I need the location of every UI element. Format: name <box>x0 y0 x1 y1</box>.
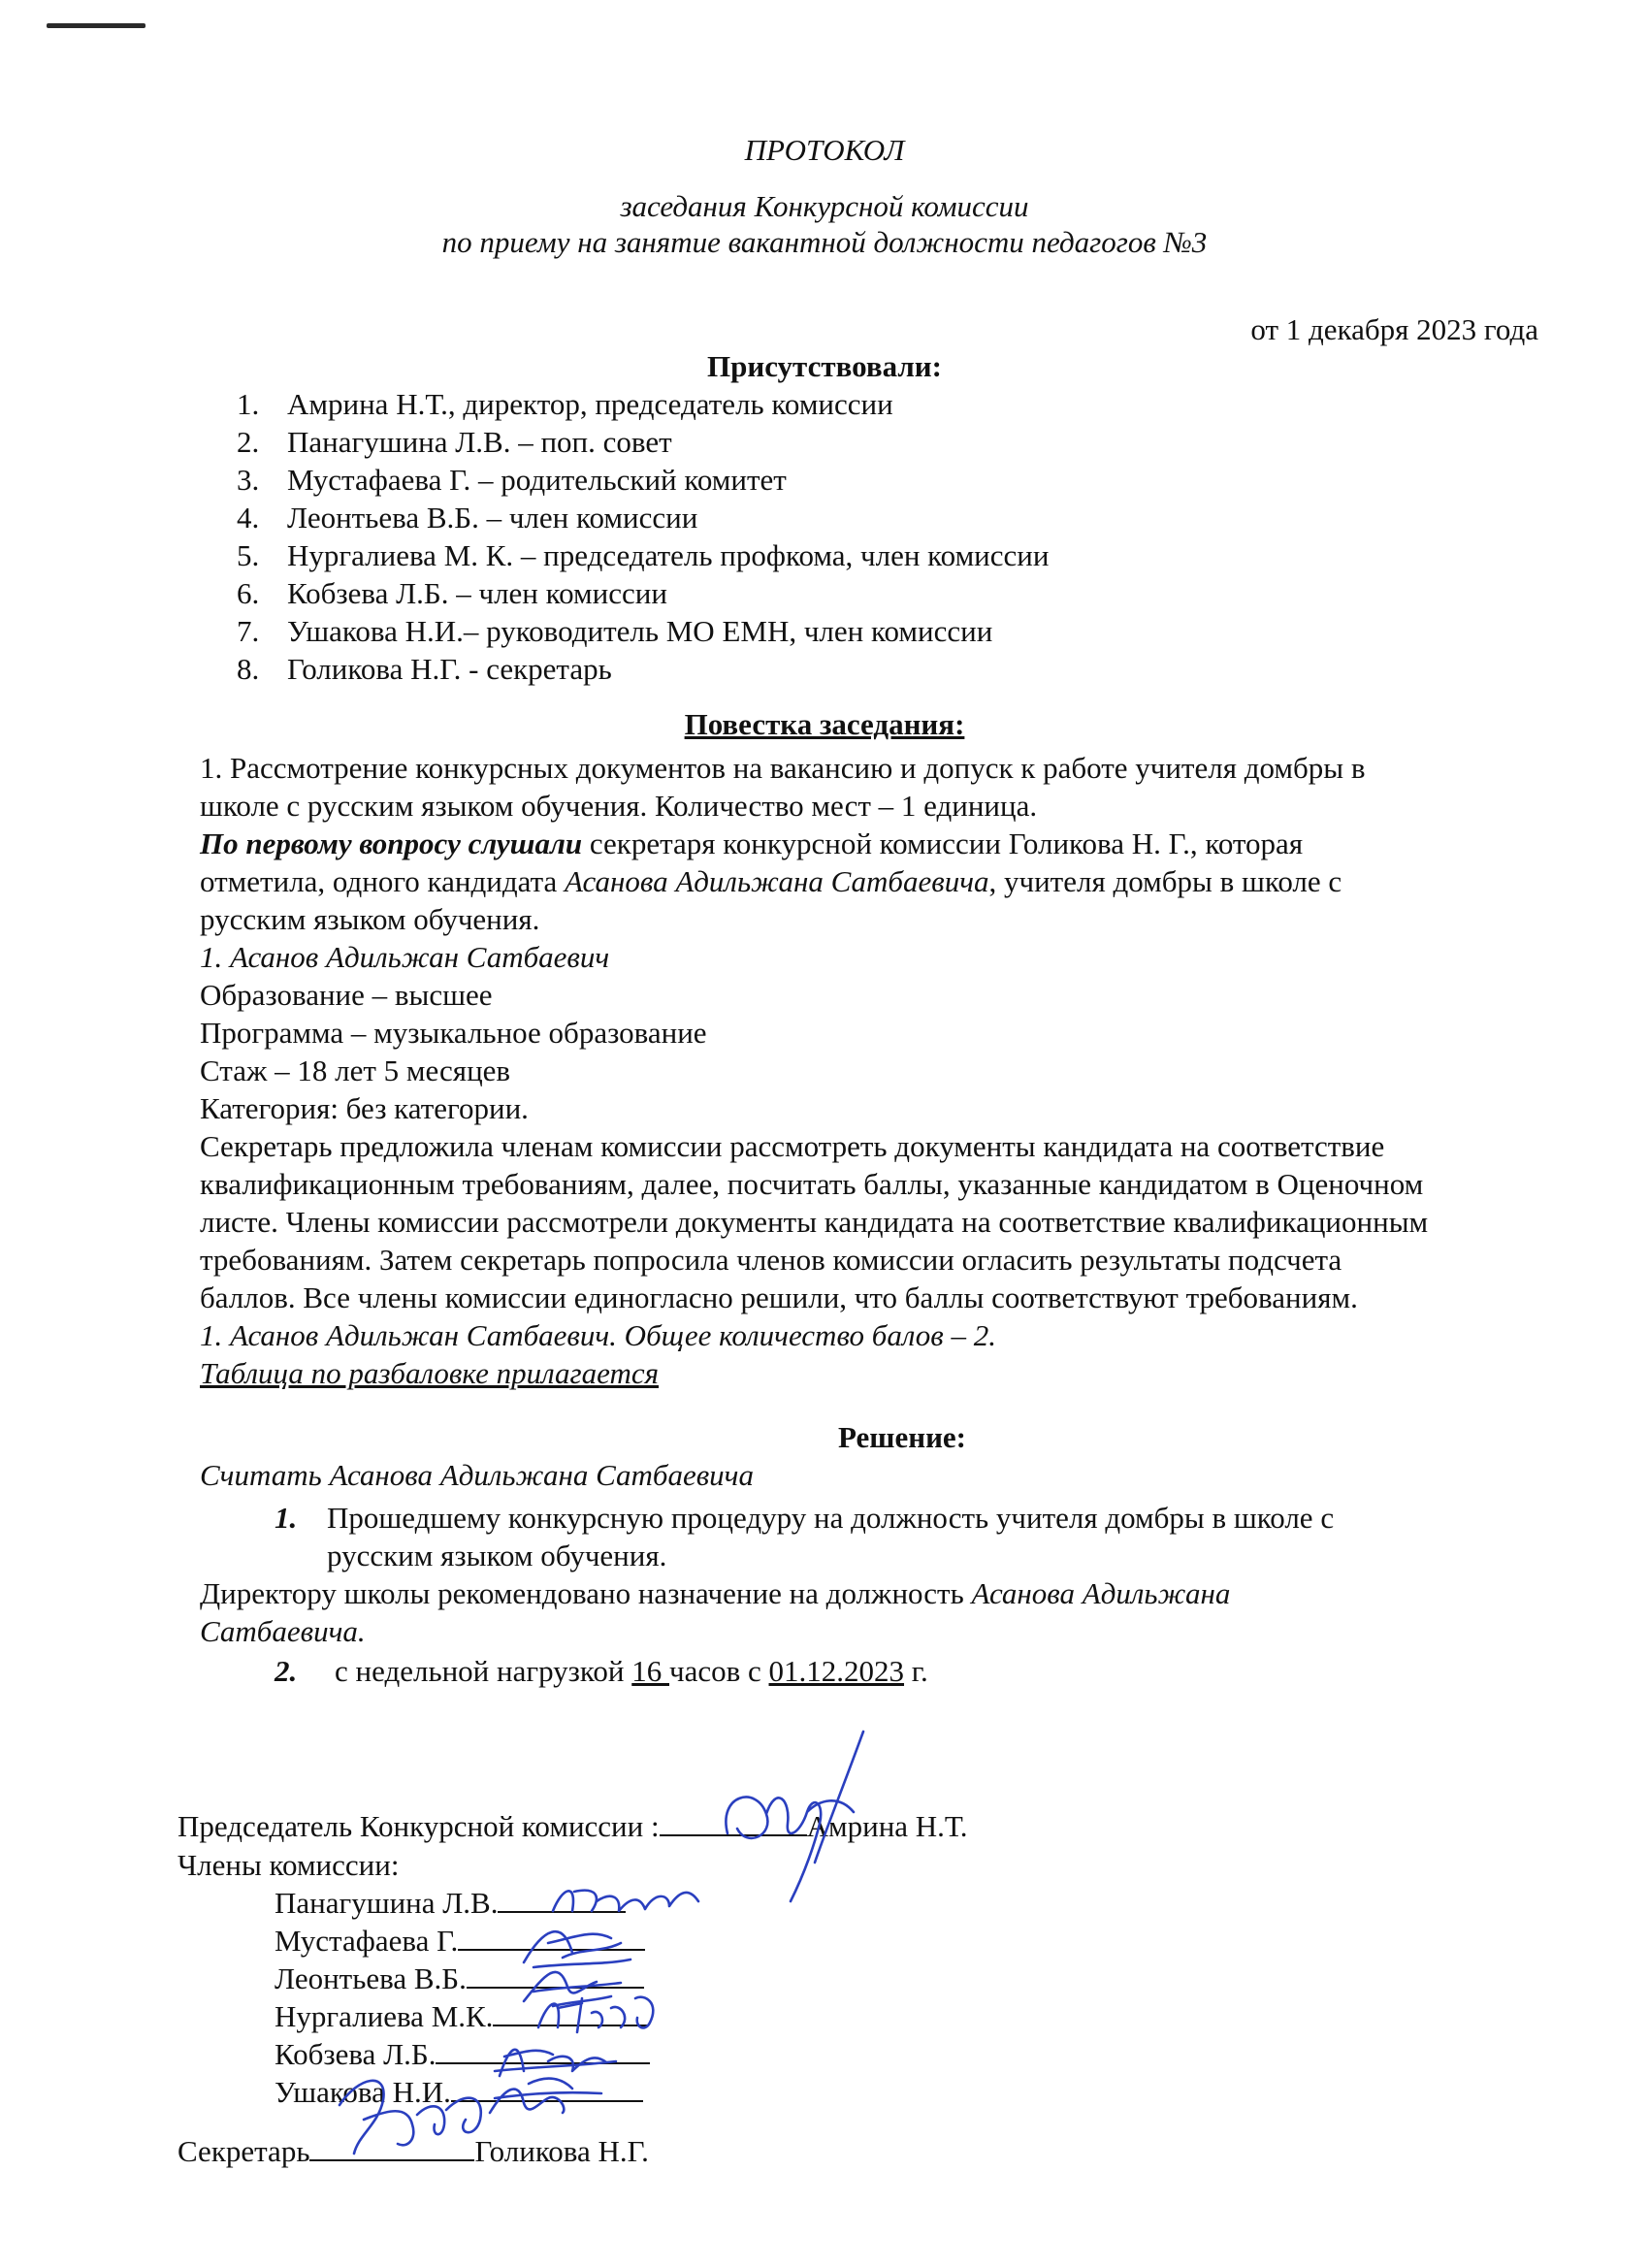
paragraph-line: Секретарь предложила членам комиссии рассмотреть документы кандидата на соответствие <box>200 1129 1385 1163</box>
heard-line: По первому вопросу слушали секретаря конкурсной комиссии Голикова Н. Г., которая <box>200 826 1304 860</box>
document-subtitle-1: заседания Конкурсной комиссии <box>620 189 1029 223</box>
decision-recommend: Директору школы рекомендовано назначение на должность Асанова Адильжана Сатбаевича. <box>200 1576 1231 1648</box>
member-signature-row: Панагушина Л.В. <box>275 1884 650 1922</box>
paragraph-line: требованиям. Затем секретарь попросила членов комиссии огласить результаты подсчета <box>200 1243 1342 1277</box>
agenda-item-line: 1. Рассмотрение конкурсных документов на вакансию и допуск к работе учителя домбры в <box>200 751 1366 785</box>
table-note: Таблица по разбаловке прилагается <box>200 1356 660 1390</box>
members-label: Члены комиссии: <box>178 1848 400 1882</box>
paragraph-line: квалификационным требованиям, далее, посчитать баллы, указанные кандидатом в Оценочном <box>200 1167 1424 1201</box>
candidate-experience: Стаж – 18 лет 5 месяцев <box>200 1053 511 1087</box>
decision-item-1: 1. Прошедшему конкурсную процедуру на должность учителя домбры в школе с русским языком обучения. <box>275 1501 1335 1572</box>
document-date: от 1 декабря 2023 года <box>1250 312 1538 346</box>
decision-heading: Решение: <box>837 1420 967 1454</box>
agenda-body <box>200 749 1558 1392</box>
list-item: 6. Кобзева Л.Б. – член комиссии <box>237 576 667 610</box>
agenda-item-line: школе с русским языком обучения. Количество мест – 1 единица. <box>200 789 1038 823</box>
list-item: 1. Амрина Н.Т., директор, председатель комиссии <box>237 387 893 421</box>
paragraph-line: листе. Члены комиссии рассмотрели документы кандидата на соответствие квалификационным <box>200 1205 1429 1239</box>
secretary-signature-line: Секретарь Голикова Н.Г. <box>178 2134 649 2168</box>
heard-line: отметила, одного кандидата Асанова Адильжана Сатбаевича, учителя домбры в школе с <box>200 864 1342 898</box>
decision-consider: Считать Асанова Адильжана Сатбаевича <box>200 1458 754 1492</box>
decision-item-2: 2. с недельной нагрузкой 16 часов с 01.12.2023 г. <box>275 1654 928 1688</box>
list-item: 2. Панагушина Л.В. – поп. совет <box>237 425 672 459</box>
candidate-education: Образование – высшее <box>200 978 493 1012</box>
member-signature-row: Леонтьева В.Б. <box>275 1960 650 1997</box>
paragraph-line: баллов. Все члены комиссии единогласно решили, что баллы соответствуют требованиям. <box>200 1280 1358 1314</box>
attendees-list <box>237 385 1049 688</box>
list-item: 5. Нургалиева М. К. – председатель профкома, член комиссии <box>237 538 1050 572</box>
list-item: 7. Ушакова Н.И.– руководитель МО ЕМН, член комиссии <box>237 614 993 648</box>
chair-signature-line: Председатель Конкурсной комиссии : Амрина Н.Т. <box>178 1809 968 1843</box>
document-title: ПРОТОКОЛ <box>744 133 905 167</box>
agenda-heading: Повестка заседания: <box>684 707 965 741</box>
list-item: 4. Леонтьева В.Б. – член комиссии <box>237 501 698 535</box>
list-item: 3. Мустафаева Г. – родительский комитет <box>237 463 787 497</box>
list-item: 8. Голикова Н.Г. - секретарь <box>237 652 612 686</box>
member-signature-row: Кобзева Л.Б. <box>275 2035 650 2073</box>
member-signature-row: Ушакова Н.И. <box>275 2073 650 2111</box>
candidate-program: Программа – музыкальное образование <box>200 1016 707 1050</box>
candidate-name: 1. Асанов Адильжан Сатбаевич <box>200 940 610 974</box>
scan-edge-mark <box>47 23 146 28</box>
score-line: 1. Асанов Адильжан Сатбаевич. Общее количество балов – 2. <box>200 1318 996 1352</box>
candidate-category: Категория: без категории. <box>200 1091 529 1125</box>
member-signature-row: Нургалиева М.К. <box>275 1997 650 2035</box>
heard-line: русским языком обучения. <box>200 902 540 936</box>
document-subtitle-2: по приему на занятие вакантной должности педагогов №3 <box>441 225 1208 259</box>
chair-signature-icon <box>698 1727 892 1921</box>
secretary-signature-icon <box>320 2066 504 2163</box>
member-signature-row: Мустафаева Г. <box>275 1922 650 1960</box>
attendees-heading: Присутствовали: <box>706 349 942 383</box>
